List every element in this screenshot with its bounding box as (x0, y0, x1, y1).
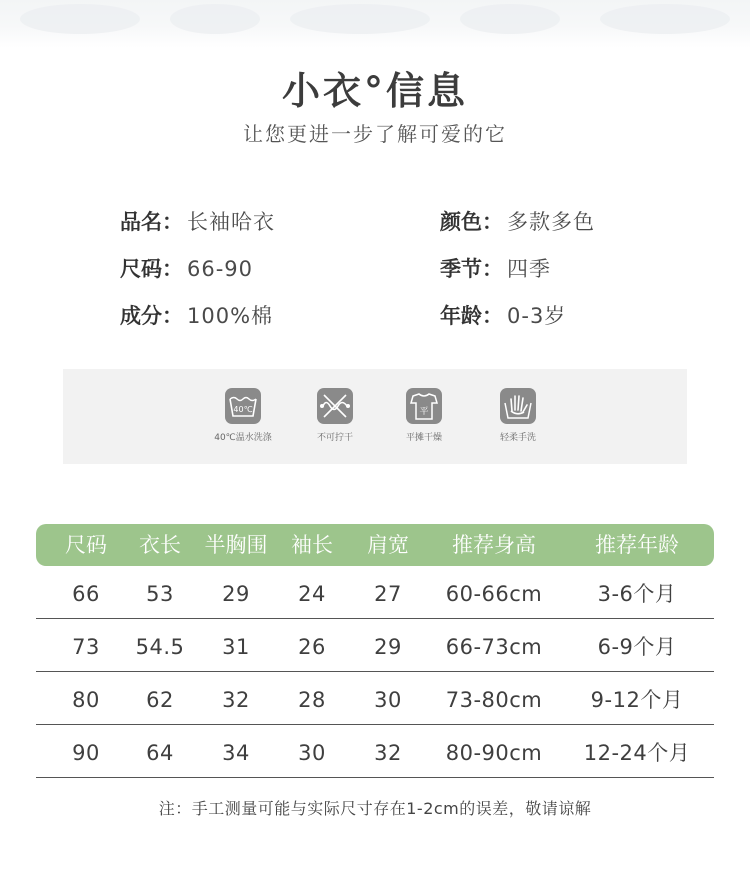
header-shoulder: 肩宽 (367, 533, 409, 557)
header-age: 推荐年龄 (595, 533, 679, 557)
care-label: 轻柔手洗 (499, 433, 536, 443)
table-cell: 64 (146, 741, 174, 765)
header-size: 尺码 (65, 533, 107, 557)
table-cell: 62 (146, 688, 174, 712)
table-cell: 26 (298, 635, 326, 659)
info-age (440, 300, 566, 330)
header-height: 推荐身高 (452, 533, 536, 557)
info-label: 成分： (120, 304, 183, 328)
table-cell: 90 (72, 741, 100, 765)
care-item-flat-dry (384, 387, 464, 443)
table-row (36, 566, 714, 619)
measurement-note: 注：手工测量可能与实际尺寸存在1-2cm的误差，敬请谅解 (158, 799, 592, 818)
care-label: 不可拧干 (316, 433, 353, 443)
decor-blob (600, 4, 730, 34)
info-value: 长袖哈衣 (187, 210, 275, 234)
info-label: 颜色： (440, 210, 503, 234)
decor-blob (460, 4, 560, 34)
table-cell: 29 (374, 635, 402, 659)
decor-blob (20, 4, 140, 34)
table-cell: 80-90cm (445, 741, 543, 765)
table-cell: 30 (298, 741, 326, 765)
table-cell: 3-6个月 (597, 582, 677, 606)
info-color (440, 206, 595, 236)
info-label: 品名： (120, 210, 183, 234)
table-cell: 54.5 (135, 635, 185, 659)
header-sleeve: 袖长 (291, 533, 333, 557)
info-value: 四季 (507, 257, 551, 281)
info-label: 尺码： (120, 257, 183, 281)
table-cell: 12-24个月 (583, 741, 691, 765)
hand-wash-icon (499, 387, 537, 425)
table-cell: 27 (374, 582, 402, 606)
table-cell: 73-80cm (445, 688, 543, 712)
table-cell: 29 (222, 582, 250, 606)
care-label: 平摊干燥 (405, 433, 442, 443)
table-cell: 24 (298, 582, 326, 606)
svg-text:平: 平 (419, 407, 429, 417)
table-header (36, 524, 714, 566)
care-item-hand-wash (478, 387, 558, 443)
header-half-chest: 半胸围 (204, 533, 268, 557)
table-cell: 34 (222, 741, 250, 765)
flat-dry-icon (405, 387, 443, 425)
decor-blob (170, 4, 260, 34)
size-table (36, 524, 714, 778)
info-value: 0-3岁 (507, 304, 567, 328)
care-instructions-panel (63, 369, 687, 464)
table-cell: 32 (222, 688, 250, 712)
decor-blob (290, 4, 430, 34)
table-cell: 66-73cm (445, 635, 543, 659)
info-label: 年龄： (440, 304, 503, 328)
table-cell: 80 (72, 688, 100, 712)
table-row (36, 619, 714, 672)
info-product-name (120, 206, 275, 236)
care-item-wash (203, 387, 283, 443)
header-length: 衣长 (139, 533, 181, 557)
info-size (120, 253, 253, 283)
table-cell: 66 (72, 582, 100, 606)
no-wring-icon (316, 387, 354, 425)
info-value: 多款多色 (507, 210, 595, 234)
svg-text:40℃: 40℃ (233, 405, 253, 414)
info-value: 100%棉 (187, 304, 274, 328)
table-cell: 9-12个月 (590, 688, 684, 712)
table-row (36, 725, 714, 778)
table-cell: 28 (298, 688, 326, 712)
table-cell: 60-66cm (445, 582, 543, 606)
table-cell: 30 (374, 688, 402, 712)
info-value: 66-90 (187, 257, 254, 281)
table-cell: 53 (146, 582, 174, 606)
top-decoration (0, 0, 750, 48)
table-cell: 31 (222, 635, 250, 659)
care-item-no-wring (295, 387, 375, 443)
table-cell: 73 (72, 635, 100, 659)
info-label: 季节： (440, 257, 503, 281)
info-material (120, 300, 273, 330)
page-title: 小衣°信息 (281, 69, 468, 113)
table-cell: 6-9个月 (597, 635, 677, 659)
table-cell: 32 (374, 741, 402, 765)
page-subtitle: 让您更进一步了解可爱的它 (243, 122, 507, 146)
care-label: 40℃温水洗涤 (214, 433, 272, 443)
table-row (36, 672, 714, 725)
info-season (440, 253, 551, 283)
wash-40-icon (224, 387, 262, 425)
